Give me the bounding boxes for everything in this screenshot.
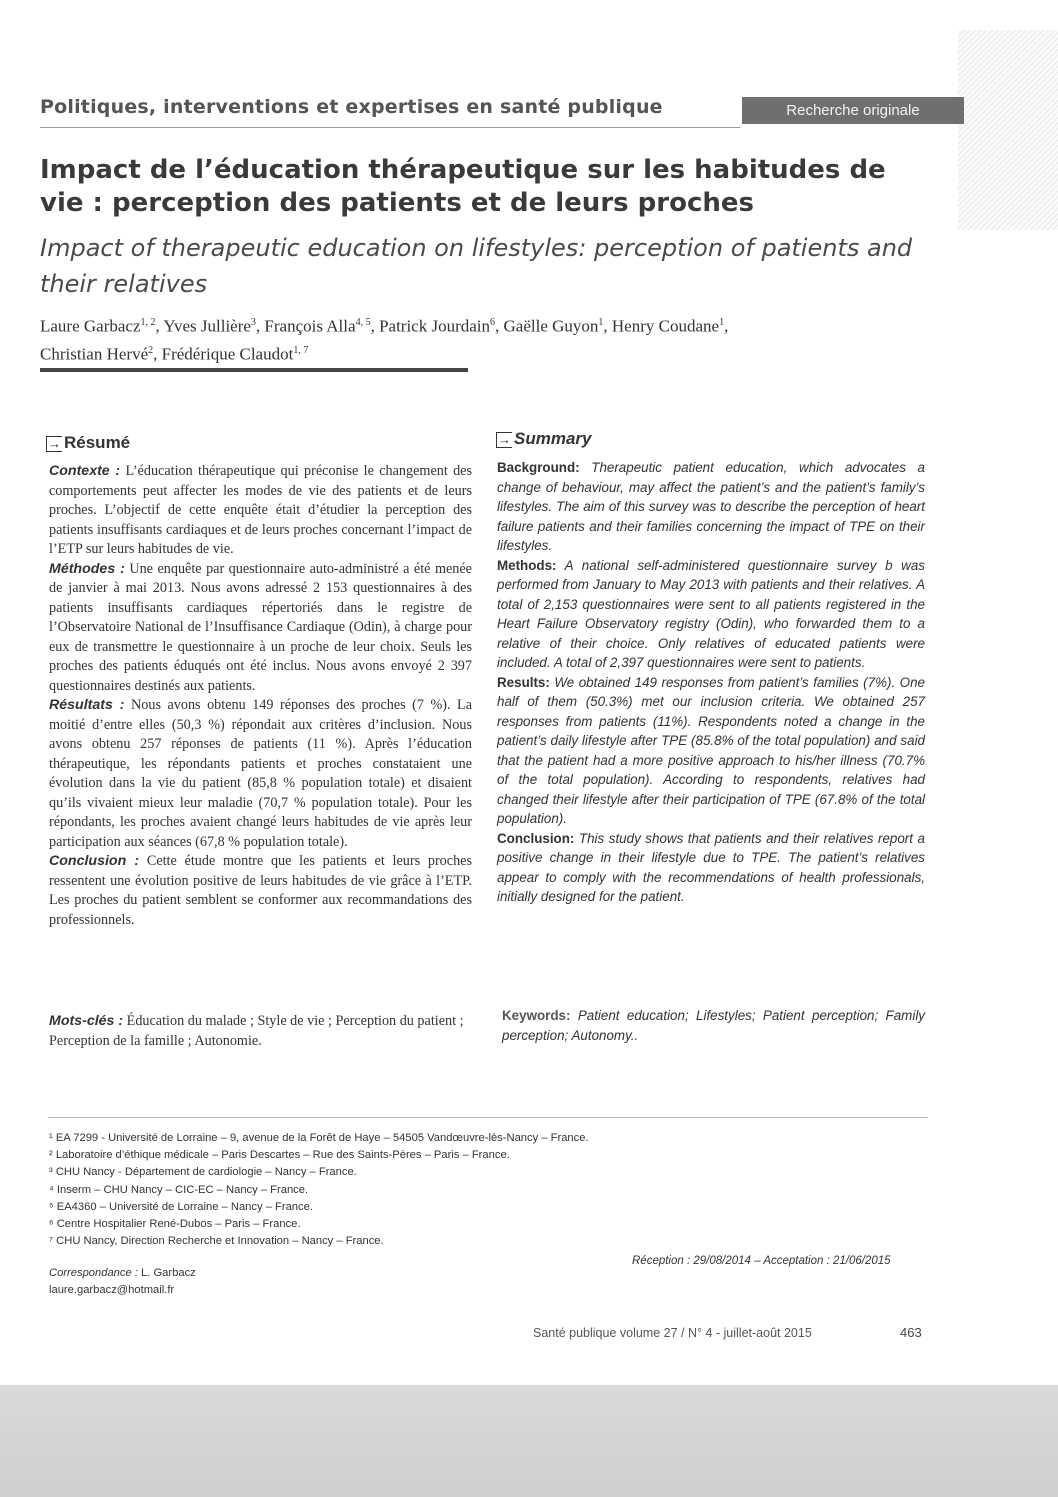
title-english: Impact of therapeutic education on lifestyles: perception of patients and their relatives: [40, 234, 913, 298]
author: Christian Hervé: [40, 344, 149, 364]
correspondence: Correspondance : L. Garbacz laure.garbacz@hotmail.fr: [49, 1265, 196, 1299]
submission-dates: Réception : 29/08/2014 – Acceptation : 21/06/2015: [632, 1255, 891, 1267]
arrow-right-icon: →: [498, 432, 511, 447]
footnote: ⁵ EA4360 – Université de Lorraine – Nancy – France.: [49, 1200, 313, 1213]
summary-keywords: Keywords: Patient education; Lifestyles; Patient perception; Family perception; Autonomy..: [502, 1008, 925, 1043]
summary-results: Results: We obtained 149 responses from patient’s families (7%). One half of them (50.3%) met our inclusion criteria. We obtained 257 responses from patients (11%). Respondents noted a change in the patient’s daily lifestyle after TPE (85.8% of the total population) and said that the patient had a more positive approach to his/her illness (70.7% of the total population). According to respondents, relatives had changed their lifestyle after their participation of TPE (67.8% of the total population).: [497, 674, 925, 826]
author-affiliation: 1, 2: [140, 317, 156, 328]
resume-conclusion: Conclusion : Cette étude montre que les patients et leurs proches ressentent une évolution positive de leurs habitudes de vie grâce à l’ETP. Les proches du patient semblent se conformer aux recommandations des professionnels.: [49, 853, 472, 928]
author: Laure Garbacz: [40, 316, 141, 336]
summary-background: Background: Therapeutic patient education, which advocates a change of behaviour, may affect the patient’s and the patient’s family’s lifestyles. The aim of this survey was to describe the perception of heart failure patients and their families concerning the impact of TPE on their lifestyles.: [497, 460, 925, 553]
author: Frédérique Claudot: [161, 344, 294, 364]
footnote: ¹ EA 7299 - Université de Lorraine – 9, avenue de la Forêt de Haye – 54505 Vandœuvre-lès-Nancy – France.: [49, 1132, 589, 1144]
summary-body: [497, 458, 925, 907]
footnote: ⁷ CHU Nancy, Direction Recherche et Innovation – Nancy – France.: [49, 1235, 384, 1248]
author-affiliation: 1: [719, 317, 725, 328]
resume-heading-label: Résumé: [64, 433, 131, 452]
section-header: Politiques, interventions et expertises en santé publique: [40, 96, 663, 118]
summary-methods: Methods: A national self-administered questionnaire survey b was performed from January to May 2013 with patients and their relatives. A total of 2,153 questionnaires were sent to all patients registered in the Heart Failure Observatory registry (Odin), who forwarded them to a relative of their choice. Only relatives of educated patients were included. A total of 2,397 questionnaires were sent to patients.: [497, 557, 925, 670]
author-affiliation: 2: [148, 344, 154, 356]
author-list: Laure Garbacz$^{1, 2}$, Yves Jullière$^3$, François Alla$^{4, 5}$, Patrick Jourdain$^6$, Gaëlle Guyon$^1$, Henry Coudane$^1$, Christian Hervé$^2$, Frédérique Claudot$^{1, 7}$: [40, 316, 729, 364]
author-affiliation: 1: [598, 317, 604, 328]
author-affiliation: 4, 5: [355, 317, 371, 328]
scan-bottom-shade: [0, 1385, 1058, 1497]
resume-contexte: Contexte : L’éducation thérapeutique qui préconise le changement des comportements peut affecter les modes de vie des patients et de leurs proches. L’objectif de cette enquête était d’étudier la perception des patients insuffisants cardiaques et de leurs proches concernant l’impact de l’ETP sur leurs habitudes de vie.: [49, 463, 473, 557]
article-type-tag: Recherche originale: [742, 97, 964, 124]
footnote: ⁴ Inserm – CHU Nancy – CIC-EC – Nancy – France.: [49, 1183, 309, 1196]
author: Henry Coudane: [611, 316, 720, 336]
scan-edge-texture: [958, 30, 1058, 230]
summary-conclusion: Conclusion: This study shows that patients and their relatives report a positive change in their lifestyle due to TPE. The patient’s relatives appear to comply with the recommendations of health professionals, initially designed for the patient.: [497, 830, 925, 904]
footnote-rule: [48, 1117, 928, 1118]
author-affiliation: 1, 7: [293, 344, 309, 356]
footnote: ⁶ Centre Hospitalier René-Dubos – Paris – France.: [49, 1218, 301, 1231]
summary-heading: [496, 429, 591, 449]
resume-body: [49, 462, 472, 930]
resume-methodes: Méthodes : Une enquête par questionnaire auto-administré a été menée de janvier à mai 2013. Nous avons adressé 2 153 questionnaires à des patients insuffisants cardiaques répertoriés dans le registre de l’Observatoire National de l’Insuffisance Cardiaque (Odin), à charge pour eux de transmettre le questionnaire à un proche de leur choix. Seuls les proches des patients éduqués ont été inclus. Nous avons envoyé 2 397 questionnaires destinés aux patients.: [49, 560, 472, 694]
author-affiliation: 6: [490, 317, 496, 328]
author: Yves Jullière: [163, 316, 251, 336]
arrow-right-icon: →: [48, 436, 61, 451]
header-rule: [40, 127, 740, 128]
page-number: 463: [900, 1325, 922, 1340]
resume-keywords: Mots-clés : Éducation du malade ; Style de vie ; Perception du patient ; Perception de la famille ; Autonomie.: [49, 1013, 464, 1049]
correspondence-email[interactable]: laure.garbacz@hotmail.fr: [49, 1284, 175, 1296]
author: Patrick Jourdain: [379, 316, 491, 336]
author-affiliation: 3: [250, 317, 256, 328]
summary-heading-label: Summary: [514, 429, 592, 448]
author: François Alla: [264, 316, 356, 336]
author: Gaëlle Guyon: [503, 316, 599, 336]
affiliation-footnotes: [49, 1130, 909, 1250]
resume-resultats: Résultats : Nous avons obtenu 149 réponses des proches (7 %). La moitié d’entre elles (50,3 %) répondait aux critères d’inclusion. Nous avons obtenu 257 réponses de patients (11 %). Après l’éducation thérapeutique, les répondants patients et proches constataient une évolution dans la vie du patient (85,8 % population totale) et disaient qu’ils vivaient mieux leur maladie (70,7 % population totale). Pour les répondants, les proches avaient changé leurs habitudes de vie après leur participation aux séances (67,8 % population totale).: [49, 697, 473, 850]
footnote: ³ CHU Nancy - Département de cardiologie – Nancy – France.: [49, 1166, 357, 1179]
journal-footer: Santé publique volume 27 / N° 4 - juillet-août 2015: [533, 1326, 812, 1340]
resume-heading: [46, 433, 130, 453]
title-rule: [40, 368, 468, 372]
title-french: Impact de l’éducation thérapeutique sur les habitudes de vie : perception des patients et de leurs proches: [40, 155, 886, 218]
footnote: ² Laboratoire d’éthique médicale – Paris Descartes – Rue des Saints-Pères – Paris – France.: [49, 1149, 510, 1162]
